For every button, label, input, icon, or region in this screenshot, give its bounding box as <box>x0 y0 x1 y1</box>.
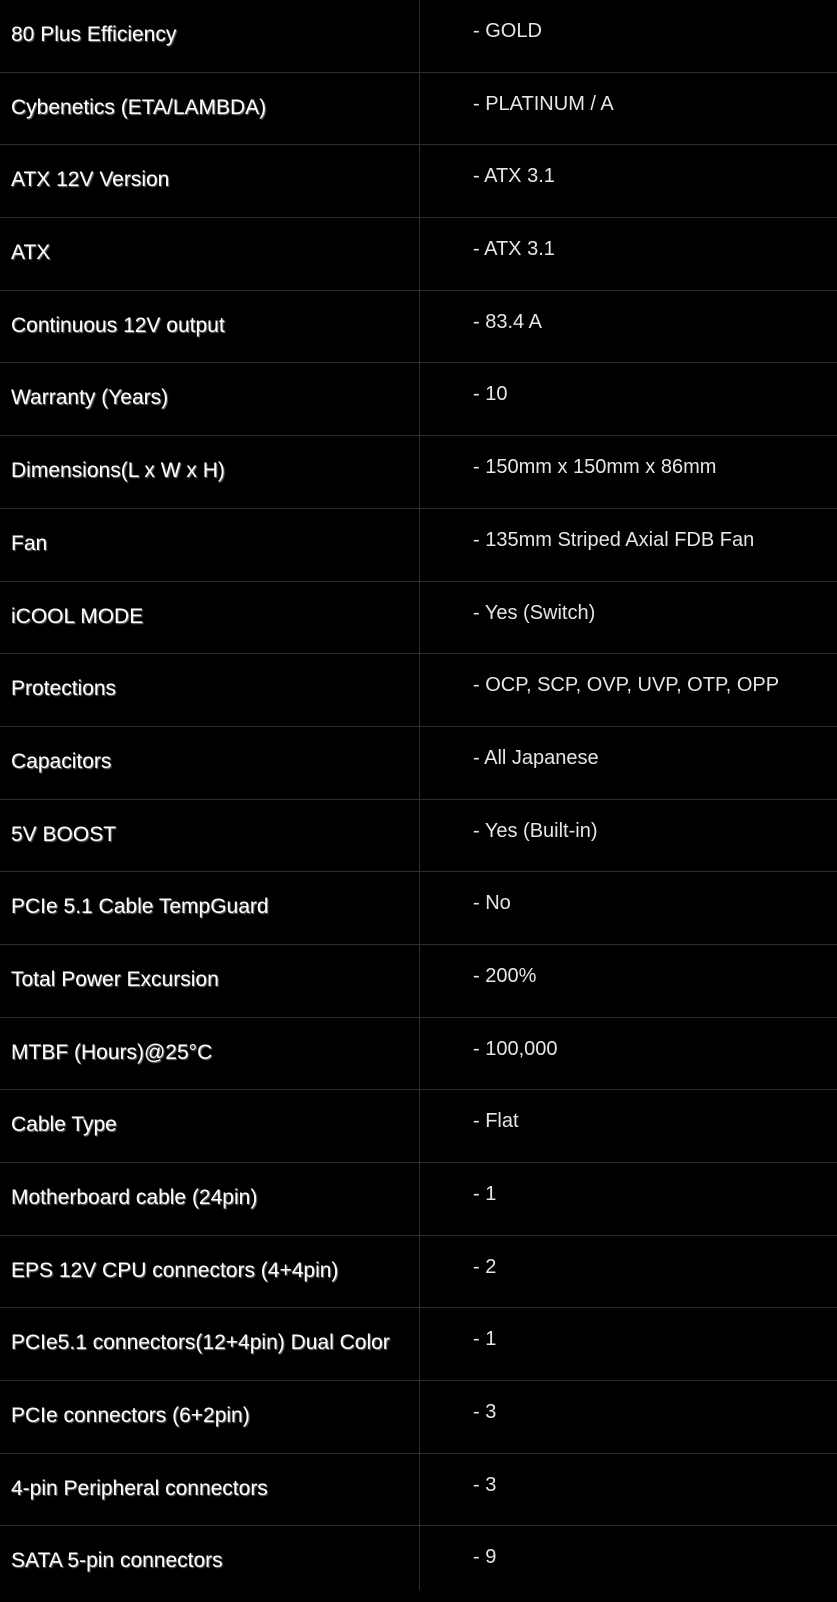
spec-value: - 135mm Striped Axial FDB Fan <box>473 528 755 551</box>
spec-label: ATX <box>11 241 51 265</box>
spec-label: 4-pin Peripheral connectors <box>11 1476 268 1500</box>
spec-value: - 150mm x 150mm x 86mm <box>473 456 717 479</box>
spec-value: - 83.4 A <box>473 310 542 333</box>
spec-value: - 3 <box>473 1473 497 1496</box>
spec-row-5v-boost <box>0 800 837 873</box>
spec-label: Dimensions(L x W x H) <box>11 459 225 483</box>
spec-value: - Yes (Built-in) <box>473 819 598 842</box>
spec-row-cybenetics <box>0 73 837 146</box>
spec-row-pcie-cable-tempguard <box>0 872 837 945</box>
spec-label: Motherboard cable (24pin) <box>11 1186 258 1209</box>
spec-value: - ATX 3.1 <box>473 165 555 188</box>
spec-value: - 1 <box>473 1183 497 1205</box>
spec-label: Total Power Excursion <box>11 967 219 991</box>
spec-row-protections <box>0 654 837 727</box>
spec-row-peripheral-connectors <box>0 1454 837 1527</box>
spec-row-sata-connectors <box>0 1526 837 1599</box>
spec-row-motherboard-cable <box>0 1163 837 1236</box>
spec-value: - GOLD <box>473 20 542 42</box>
spec-value: - 9 <box>473 1546 497 1569</box>
spec-label: SATA 5-pin connectors <box>11 1549 223 1573</box>
spec-label: Capacitors <box>11 749 112 773</box>
spec-row-atx-12v-version <box>0 145 837 218</box>
spec-row-eps-cpu-connectors <box>0 1236 837 1309</box>
spec-row-warranty <box>0 363 837 436</box>
spec-value: - No <box>473 892 511 915</box>
spec-row-total-power-excursion <box>0 945 837 1018</box>
spec-value: - 2 <box>473 1255 497 1278</box>
spec-label: Cybenetics (ETA/LAMBDA) <box>11 95 267 119</box>
spec-row-pcie-connectors <box>0 1381 837 1454</box>
spec-row-continuous-12v-output <box>0 291 837 364</box>
spec-row-80-plus-efficiency <box>0 0 837 73</box>
spec-label: Continuous 12V output <box>11 313 225 337</box>
spec-row-dimensions <box>0 436 837 509</box>
spec-row-icool-mode <box>0 582 837 655</box>
spec-value: - 1 <box>473 1328 497 1351</box>
spec-row-cable-type <box>0 1090 837 1163</box>
spec-value: - Flat <box>473 1110 519 1133</box>
spec-value: - 100,000 <box>473 1037 558 1060</box>
spec-label: PCIe5.1 connectors(12+4pin) Dual Color <box>11 1331 390 1355</box>
spec-label: Warranty (Years) <box>11 386 169 410</box>
spec-label: 5V BOOST <box>11 822 117 846</box>
spec-row-mtbf <box>0 1018 837 1091</box>
spec-label: MTBF (Hours)@25°C <box>11 1040 213 1064</box>
spec-row-fan <box>0 509 837 582</box>
spec-value: - 200% <box>473 964 537 987</box>
spec-value: - All Japanese <box>473 746 599 769</box>
spec-value: - ATX 3.1 <box>473 238 555 261</box>
spec-label: ATX 12V Version <box>11 168 170 192</box>
spec-value: - OCP, SCP, OVP, UVP, OTP, OPP <box>473 674 780 697</box>
spec-label: iCOOL MODE <box>11 604 144 628</box>
spec-label: PCIe 5.1 Cable TempGuard <box>11 895 269 919</box>
spec-value: - 3 <box>473 1401 497 1424</box>
spec-label: PCIe connectors (6+2pin) <box>11 1404 250 1428</box>
spec-value: - PLATINUM / A <box>473 92 614 115</box>
spec-value: - Yes (Switch) <box>473 601 596 624</box>
spec-row-capacitors <box>0 727 837 800</box>
spec-label: 80 Plus Efficiency <box>11 23 177 46</box>
spec-row-pcie51-connectors <box>0 1308 837 1381</box>
spec-label: Cable Type <box>11 1113 117 1137</box>
spec-value: - 10 <box>473 383 508 406</box>
spec-row-atx <box>0 218 837 291</box>
spec-label: Fan <box>11 531 48 555</box>
spec-label: Protections <box>11 677 117 701</box>
spec-label: EPS 12V CPU connectors (4+4pin) <box>11 1258 339 1282</box>
